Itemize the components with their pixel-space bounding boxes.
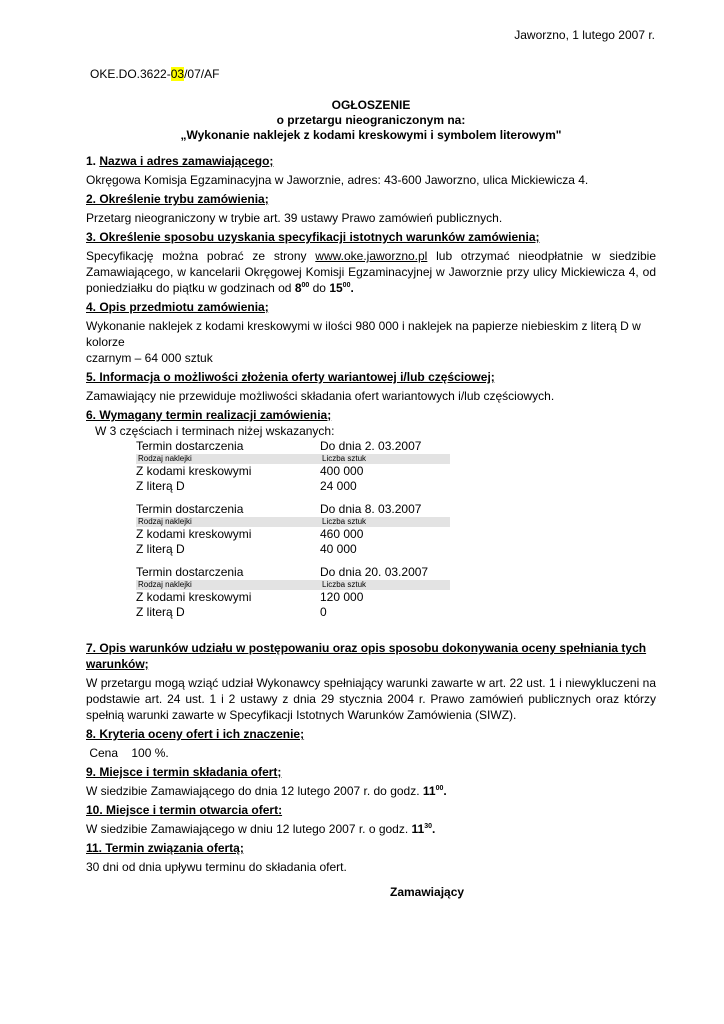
row-value: 120 000 [320, 590, 364, 604]
section-1-heading [86, 153, 656, 169]
section-1-heading-text: Nazwa i adres zamawiającego; [99, 154, 274, 168]
document-date: Jaworzno, 1 lutego 2007 r. [514, 28, 655, 42]
section-10-heading: 10. Miejsce i termin otwarcia ofert: [86, 803, 283, 817]
section-9-text-body: W siedzibie Zamawiającego do dnia 12 lutego 2007 r. do godz. [86, 784, 423, 798]
title-line-3: „Wykonanie naklejek z kodami kreskowymi i symbolem literowym" [180, 128, 562, 142]
ref-highlight: 03 [170, 67, 185, 81]
section-6-heading: 6. Wymagany termin realizacji zamówienia; [86, 408, 332, 422]
section-3-heading: 3. Określenie sposobu uzyskania specyfikacji istotnych warunków zamówienia; [86, 230, 540, 244]
row-label: Z literą D [136, 479, 185, 493]
schedule-block-3 [136, 565, 450, 620]
term-value: Do dnia 8. 03.2007 [320, 502, 422, 516]
section-3-end: . [350, 281, 354, 295]
table-row [136, 464, 450, 479]
column-header-row [136, 580, 450, 590]
section-4-line-1: Wykonanie naklejek z kodami kreskowymi w ilości 980 000 i naklejek na papierze niebieskim z literą D w kolorze [86, 319, 641, 349]
column-count-header: Liczba sztuk [322, 580, 367, 589]
section-8-text: Cena 100 %. [86, 746, 169, 760]
term-row [136, 502, 450, 517]
row-label: Z kodami kreskowymi [136, 527, 252, 541]
row-value: 24 000 [320, 479, 357, 493]
row-value: 0 [320, 605, 327, 619]
table-row [136, 479, 450, 494]
row-label: Z literą D [136, 542, 185, 556]
column-type-header: Rodzaj naklejki [138, 454, 192, 463]
delivery-schedule [136, 439, 450, 620]
term-label: Termin dostarczenia [136, 439, 244, 453]
section-4-heading: 4. Opis przedmiotu zamówienia; [86, 300, 269, 314]
submission-time: $11^{00}$. [422, 784, 447, 798]
announcement-title [86, 98, 656, 143]
term-label: Termin dostarczenia [136, 565, 244, 579]
column-count-header: Liczba sztuk [322, 517, 367, 526]
ref-suffix: /07/AF [184, 67, 220, 81]
row-value: 400 000 [320, 464, 364, 478]
announcement-body [86, 150, 656, 875]
section-2-text: Przetarg nieograniczony w trybie art. 39 ustawy Prawo zamówień publicznych. [86, 211, 503, 225]
section-9-heading: 9. Miejsce i termin składania ofert; [86, 765, 282, 779]
section-5-text: Zamawiający nie przewiduje możliwości składania ofert wariantowych i/lub częściowych. [86, 389, 555, 403]
column-type-header: Rodzaj naklejki [138, 580, 192, 589]
title-line-2: o przetargu nieograniczonym na: [276, 113, 466, 127]
section-10-text-body: W siedzibie Zamawiającego w dniu 12 lutego 2007 r. o godz. [86, 822, 412, 836]
row-label: Z literą D [136, 605, 185, 619]
signature: Zamawiający [390, 885, 465, 899]
schedule-intro: W 3 częściach i terminach niżej wskazanych: [95, 424, 335, 438]
section-5-heading: 5. Informacja o możliwości złożenia oferty wariantowej i/lub częściowej; [86, 370, 495, 384]
section-1-text: Okręgowa Komisja Egzaminacyjna w Jaworznie, adres: 43-600 Jaworzno, ulica Mickiewicza 4. [86, 173, 589, 187]
table-row [136, 605, 450, 620]
title-line-1: OGŁOSZENIE [331, 98, 411, 112]
table-row [136, 542, 450, 557]
website-link[interactable]: www.oke.jaworzno.pl [315, 249, 428, 263]
column-header-row [136, 454, 450, 464]
column-header-row [136, 517, 450, 527]
term-row [136, 565, 450, 580]
row-value: 40 000 [320, 542, 357, 556]
schedule-block-2 [136, 502, 450, 557]
column-type-header: Rodzaj naklejki [138, 517, 192, 526]
open-hour: $8^{00}$ [294, 281, 310, 295]
section-1-number: 1. [86, 154, 100, 168]
term-row [136, 439, 450, 454]
section-3-text [86, 248, 656, 296]
section-7-heading: 7. Opis warunków udziału w postępowaniu oraz opis sposobu dokonywania oceny spełniania tych warunków; [86, 641, 647, 671]
reference-number [90, 66, 219, 82]
table-row [136, 527, 450, 542]
schedule-block-1 [136, 439, 450, 494]
section-11-text: 30 dni od dnia upływu terminu do składania ofert. [86, 860, 347, 874]
row-value: 460 000 [320, 527, 364, 541]
section-11-heading: 11. Termin związania ofertą; [86, 841, 244, 855]
table-row [136, 590, 450, 605]
section-9-text [86, 783, 656, 799]
row-label: Z kodami kreskowymi [136, 464, 252, 478]
term-label: Termin dostarczenia [136, 502, 244, 516]
term-value: Do dnia 2. 03.2007 [320, 439, 422, 453]
section-7-text: W przetargu mogą wziąć udział Wykonawcy spełniający warunki zawarte w art. 22 ust. 1 i niewykluczeni na podstawie art. 24 ust. 1 i 2 ustawy z dnia 29 stycznia 2004 r. Prawo zamówień publicznych oraz którzy spełnią warunki zawarte w Specyfikacji Istotnych Warunków Zamówienia (SIWZ). [86, 676, 656, 722]
close-hour: $15^{00}$ [329, 281, 351, 295]
section-3-text-b: lub otrzymać nieodpłatnie w siedzibie Zamawiającego, w kancelarii Okręgowej Komisji Egzaminacyjnej w Jaworznie przy ulicy Mickiewicza 4, od poniedziałku do piątku w godzinach od [86, 249, 656, 295]
opening-time: $11^{30}$. [411, 822, 436, 836]
section-3-text-a: Specyfikację można pobrać ze strony [86, 249, 316, 263]
ref-prefix: OKE.DO.3622- [90, 67, 171, 81]
section-3-mid: do [309, 281, 330, 295]
section-2-heading: 2. Określenie trybu zamówienia; [86, 192, 269, 206]
section-4-line-2: czarnym – 64 000 sztuk [86, 351, 213, 365]
term-value: Do dnia 20. 03.2007 [320, 565, 429, 579]
section-8-heading: 8. Kryteria oceny ofert i ich znaczenie; [86, 727, 305, 741]
column-count-header: Liczba sztuk [322, 454, 367, 463]
row-label: Z kodami kreskowymi [136, 590, 252, 604]
section-10-text [86, 821, 656, 837]
